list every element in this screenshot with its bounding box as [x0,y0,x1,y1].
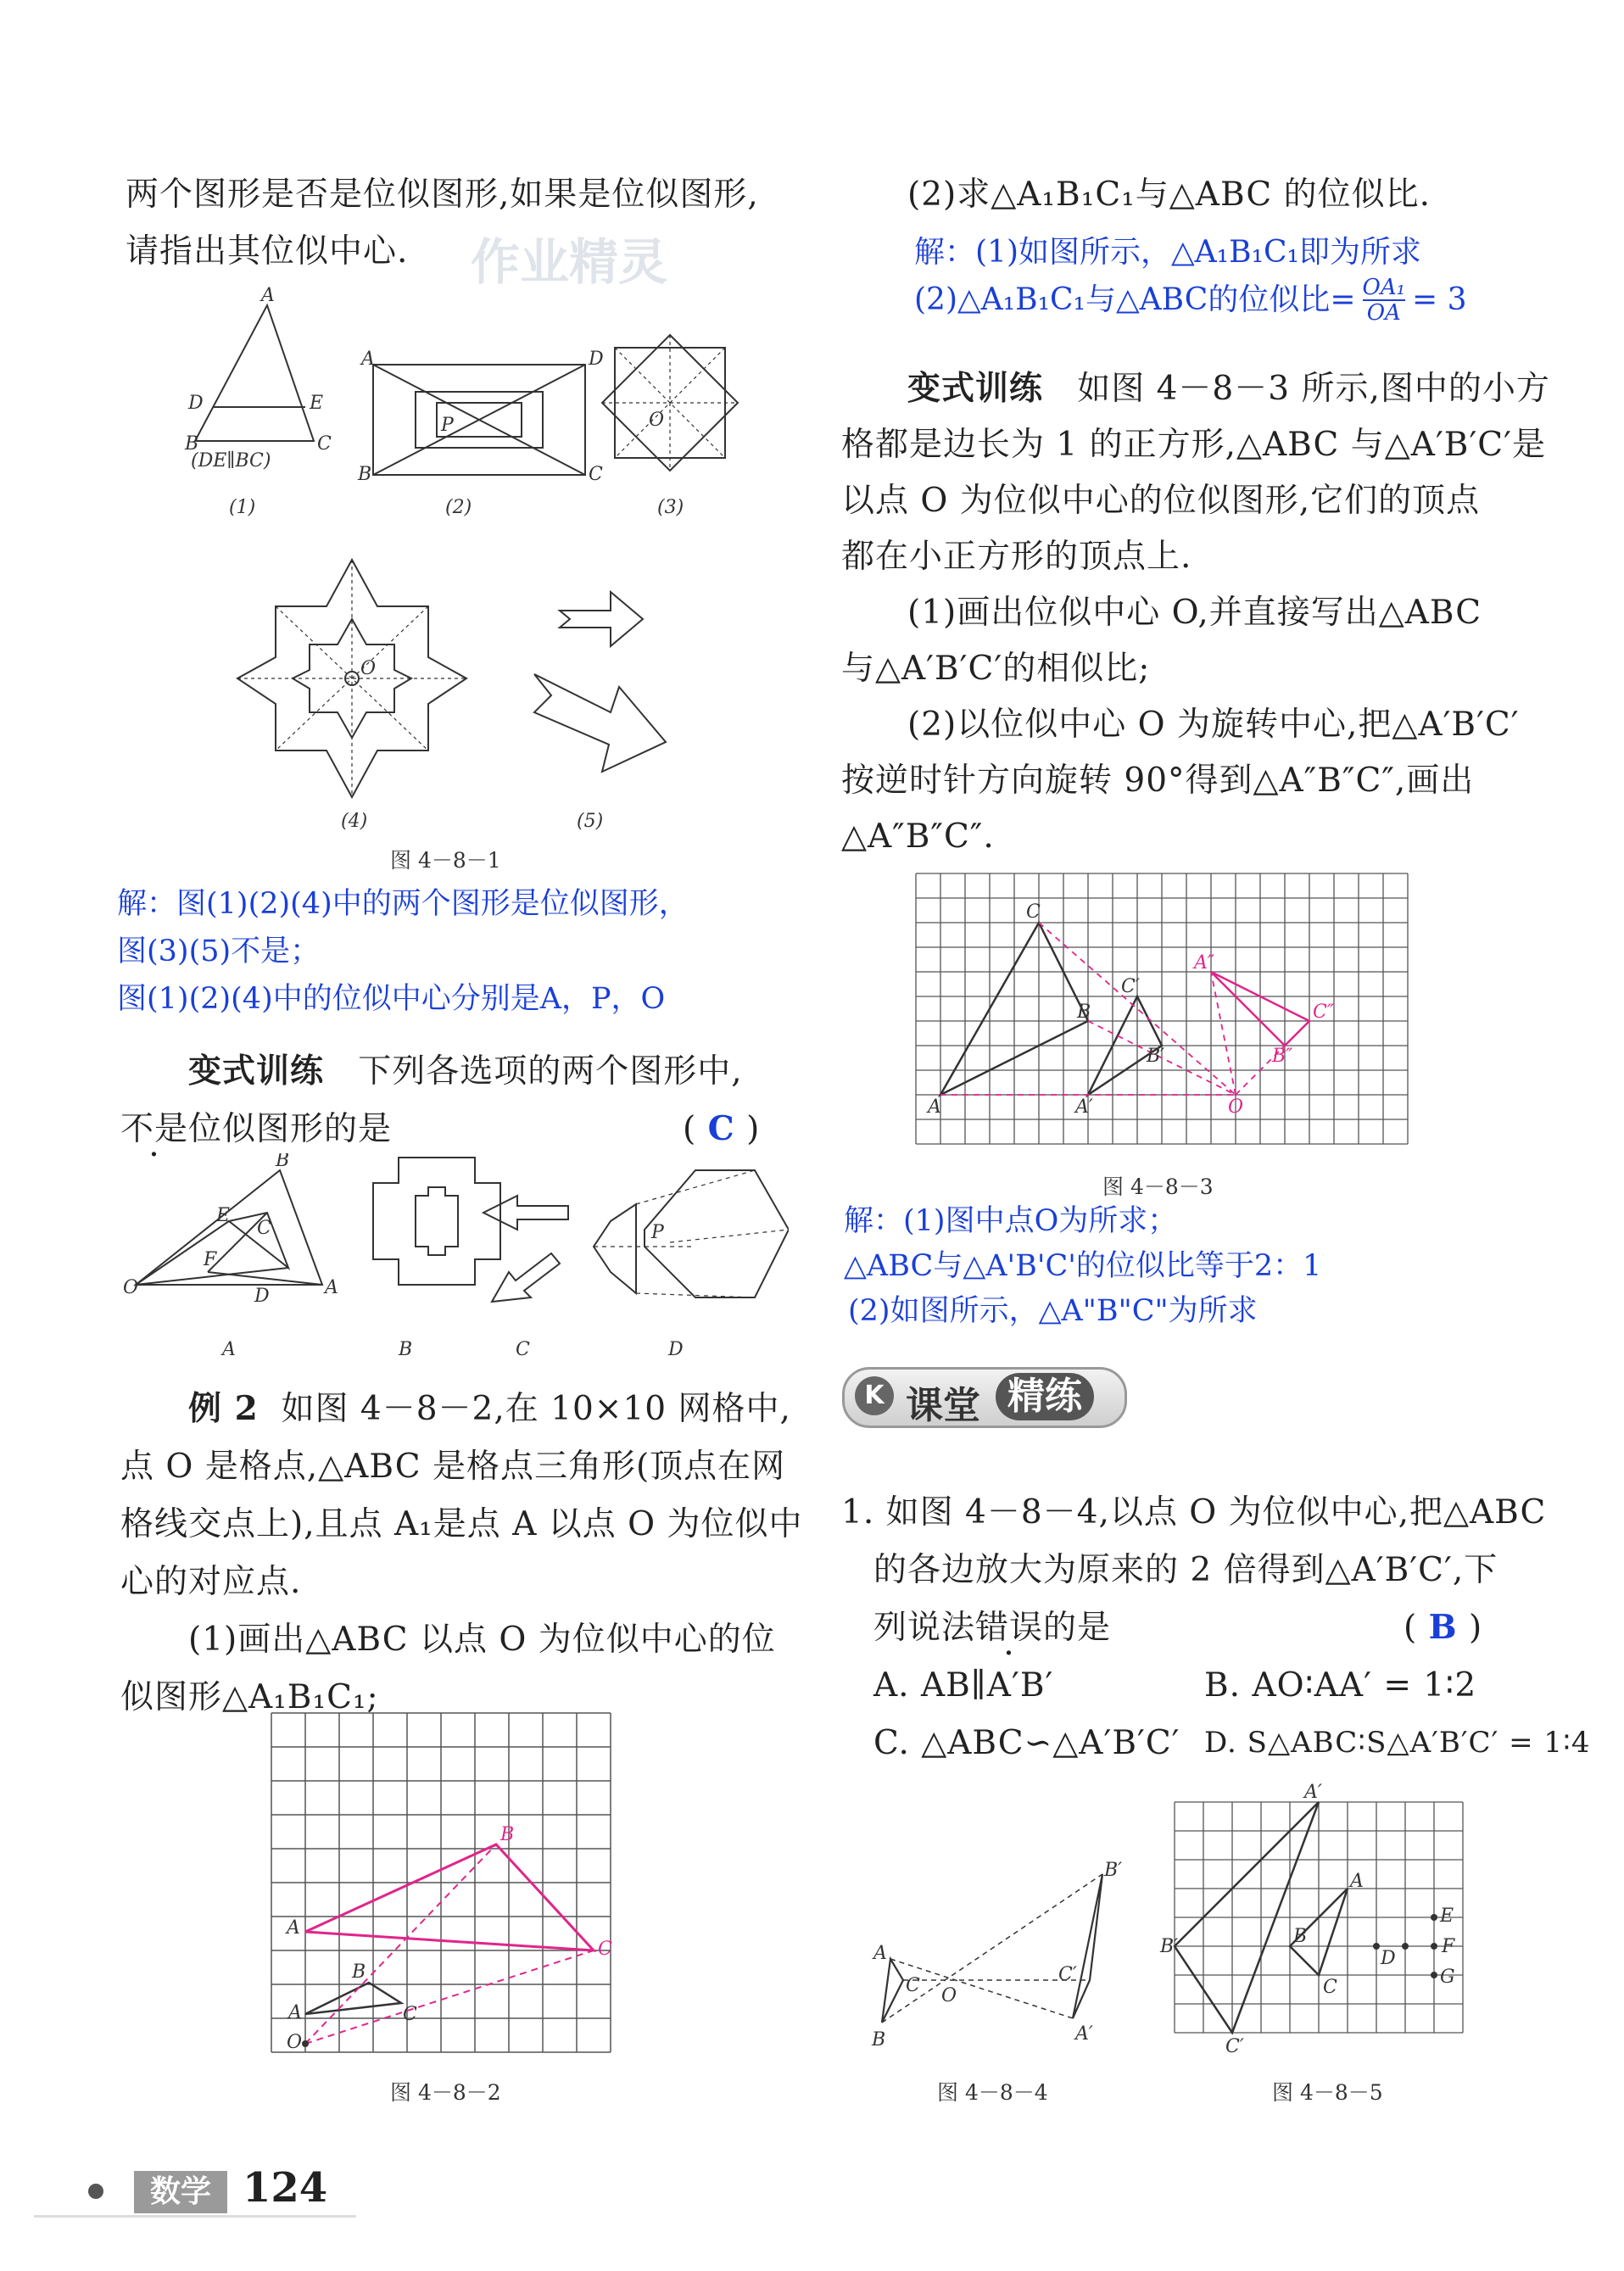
exercise1-option-b: B. AO∶AA′ = 1∶2 [1204,1666,1477,1705]
svg-text:O: O [123,1277,139,1298]
svg-text:A′: A′ [1075,1096,1093,1118]
fig-4-8-5-caption: 图 4－8－5 [1272,2080,1383,2105]
variant1-emph: 不是 [120,1110,189,1148]
figure-4-8-1 [153,280,763,873]
variant1-bracket-open: ( [683,1110,697,1148]
ratio-fraction [1363,276,1406,325]
answer2-line2-pre: (2)△A₁B₁C₁与△ABC的位似比= [914,282,1356,317]
example2-q1-line2: 似图形△A₁B₁C₁; [120,1678,379,1716]
fraction-numerator: OA₁ [1362,275,1406,300]
fig1-sub-label-4: (4) [341,811,368,832]
page-number: 124 [243,2164,328,2212]
svg-text:C: C [1323,1977,1337,1998]
variant1-title: 变式训练 [188,1052,325,1091]
variant1-text: 下列各选项的两个图形中, [358,1052,743,1091]
svg-text:G: G [1440,1967,1455,1988]
variant2-line4: 都在小正方形的顶点上. [841,538,1192,576]
answer1-line3: 图(1)(2)(4)中的位似中心分别是A，P，O [117,982,666,1016]
figure-4-8-3 [907,865,1416,1153]
exercise1-answer-bracket [1404,1599,1482,1656]
svg-text:D: D [188,393,204,414]
svg-text:C: C [589,464,603,485]
svg-text:B: B [352,1961,366,1983]
svg-text:E: E [1440,1906,1454,1927]
svg-text:A: A [325,1277,338,1298]
fig-4-8-3-caption: 图 4－8－3 [1102,1175,1214,1199]
svg-text:B: B [1293,1926,1308,1947]
fig1-sub-label-3: (3) [657,497,684,518]
fig5-arrow-large [534,674,666,772]
exercise1-line2: 的各边放大为原来的 2 倍得到△A′B′C′,下 [873,1551,1498,1589]
answer3-line2: △ABC与△A'B'C'的位似比等于2：1 [844,1249,1322,1283]
svg-text:P: P [651,1222,664,1243]
fig-4-8-2-caption: 图 4－8－2 [390,2080,501,2105]
svg-text:F: F [204,1249,217,1270]
option-b-cross [373,1158,500,1285]
variant2-line2: 格都是边长为 1 的正方形,△ABC 与△A′B′C′是 [841,426,1547,464]
svg-text:A′: A′ [1304,1782,1322,1803]
fig1-sub-label-1: (1) [229,497,256,518]
svg-text:C′: C′ [1225,2036,1244,2057]
svg-text:C″: C″ [1313,1002,1335,1023]
answer2-line2-post: = 3 [1412,282,1467,317]
variant1-answer-bracket [683,1101,760,1158]
answer3-line3: (2)如图所示，△A"B"C"为所求 [848,1294,1258,1328]
variant1-bracket-close: ) [746,1110,761,1148]
intro-line-2: 请指出其位似中心. [126,232,409,271]
svg-text:B″: B″ [1272,1046,1293,1067]
svg-text:D: D [1381,1948,1396,1969]
svg-text:O: O [649,410,665,431]
exercise1-line3-post: 的是 [1043,1609,1112,1647]
fig-4-8-4-caption: 图 4－8－4 [937,2080,1048,2105]
fraction-denominator: OA [1363,299,1406,325]
fig1-note: (DE∥BC) [191,450,271,471]
option-a-outer-triangle [136,1170,322,1285]
fig1-sub-label-5: (5) [577,811,604,832]
variant2-q1-line2: 与△A′B′C′的相似比; [841,650,1151,688]
svg-text:A: A [873,1943,887,1964]
answer1-line1: 解：图(1)(2)(4)中的两个图形是位似图形， [117,887,689,921]
exercise1-line3 [873,1599,1111,1656]
svg-text:C: C [317,433,332,455]
banner-part1: 课堂 [906,1384,980,1427]
banner-part2: 精练 [996,1373,1094,1420]
variant2-line1 [907,360,1550,417]
variant2-q1-line1: (1)画出位似中心 O,并直接写出△ABC [907,594,1482,632]
fig4-triangle-abc [882,1959,903,2023]
footer-subject: 数学 [134,2171,227,2213]
svg-text:C′: C′ [1121,976,1140,997]
example2-line4: 心的对应点. [120,1563,302,1601]
fig1-triangle [195,305,314,441]
answer3-line1: 解：(1)图中点O为所求； [844,1204,1178,1238]
svg-text:B′: B′ [1147,1046,1165,1067]
option-label-a: A [222,1339,236,1360]
svg-text:D: D [254,1286,270,1307]
footer-dot-icon [88,2184,103,2199]
variant2-q2-line1: (2)以位似中心 O 为旋转中心,把△A′B′C′ [907,706,1520,744]
svg-text:D: D [589,349,604,370]
variant1-answer: C [707,1109,735,1148]
svg-text:C: C [257,1218,271,1239]
svg-text:B: B [500,1824,515,1845]
svg-text:C: C [1026,901,1041,923]
svg-text:A: A [261,285,275,306]
variant2-line3: 以点 O 为位似中心的位似图形,它们的顶点 [841,482,1481,520]
exercise1-bracket-open: ( [1404,1609,1418,1647]
svg-text:E: E [310,393,324,414]
triangle-abc [305,1983,401,2014]
figure-4-8-5 [1153,1772,1476,2061]
banner-badge-icon: K [855,1376,894,1415]
figure-4-8-4 [865,1857,1128,2052]
watermark: 作业精灵 [471,233,668,291]
svg-text:C: C [598,1939,612,1960]
exercise1-emph: 错误 [975,1609,1044,1647]
option-label-b: B [399,1339,413,1360]
intro-line-1: 两个图形是否是位似图形,如果是位似图形, [126,176,759,214]
option-label-d: D [668,1339,684,1360]
exercise1-bracket-close: ) [1469,1609,1483,1647]
variant1-options-figure [119,1153,789,1365]
svg-text:O: O [941,1985,957,2006]
svg-text:B: B [276,1153,290,1171]
variant1-line2-text: 位似图形的是 [188,1110,393,1148]
svg-text:A: A [361,349,375,370]
svg-text:O: O [1228,1096,1244,1118]
answer2-line2 [914,276,1467,325]
example2-line1 [188,1381,791,1437]
exercise1-line1: 1. 如图 4－8－4,以点 O 为位似中心,把△ABC [841,1493,1547,1532]
fig1-sub-label-2: (2) [445,497,472,518]
fig5-arrow-small [560,592,643,646]
figure-4-8-2 [263,1705,636,2069]
variant2-text1: 如图 4－8－3 所示,图中的小方 [1077,370,1550,408]
exercise1-line3-pre: 列说法 [873,1609,976,1647]
svg-text:B′: B′ [1160,1936,1179,1957]
svg-text:F: F [1442,1936,1455,1957]
answer2-line1: 解：(1)如图所示，△A₁B₁C₁即为所求 [914,235,1421,270]
exercise1-option-d: D. S△ABC∶S△A′B′C′ = 1∶4 [1204,1726,1591,1760]
svg-text:C: C [403,2004,417,2025]
svg-text:O: O [287,2032,303,2053]
svg-text:B′: B′ [1104,1860,1123,1881]
svg-text:P: P [441,415,454,436]
fig-4-8-1-caption: 图 4－8－1 [390,848,501,873]
svg-text:E: E [216,1205,231,1226]
variant1-line2 [120,1101,392,1158]
option-d-small-hex [594,1204,636,1293]
svg-text:B: B [185,433,199,455]
exercise1-option-a: A. AB∥A′B′ [873,1666,1054,1705]
exercise1-answer: B [1428,1608,1458,1647]
svg-text:B: B [1077,1002,1091,1023]
svg-text:A″: A″ [1194,952,1215,974]
svg-text:A: A [288,2002,302,2023]
section-banner [842,1367,1127,1428]
footer-divider [34,2215,356,2218]
svg-text:A′: A′ [1075,2023,1093,2045]
example2-text1: 如图 4－8－2,在 10×10 网格中, [281,1390,791,1428]
example2-line3: 格线交点上),且点 A₁是点 A 以点 O 为位似中 [120,1505,803,1543]
example2-q1-line1: (1)画出△ABC 以点 O 为位似中心的位 [188,1621,776,1659]
variant1-line1 [188,1043,743,1100]
svg-text:B: B [872,2029,886,2051]
svg-text:A: A [1350,1871,1364,1892]
option-label-c: C [516,1339,530,1360]
variant2-q2-line2: 按逆时针方向旋转 90°得到△A″B″C″,画出 [841,762,1475,800]
triangle-a1b1c1 [305,1844,594,1950]
svg-text:O: O [360,658,377,679]
svg-text:A: A [928,1096,941,1118]
variant2-title: 变式训练 [907,369,1044,408]
option-c-arrow-2 [492,1253,560,1302]
example2-line2: 点 O 是格点,△ABC 是格点三角形(顶点在网 [120,1448,786,1486]
svg-text:C: C [906,1975,920,1996]
exercise1-option-c: C. △ABC∽△A′B′C′ [873,1724,1180,1762]
option-d-large-hex [645,1170,789,1297]
svg-text:C′: C′ [1058,1964,1077,1985]
answer1-line2: 图(3)(5)不是； [117,935,321,968]
example2-title: 例 2 [188,1389,259,1428]
svg-text:A: A [287,1917,300,1939]
q2-text: (2)求△A₁B₁C₁与△ABC 的位似比. [907,176,1431,214]
variant2-q2-line3: △A″B″C″. [841,817,995,856]
svg-text:B: B [358,464,372,485]
fig4-triangle-abc-prime [1073,1874,1102,2018]
option-c-arrow-1 [483,1196,568,1230]
